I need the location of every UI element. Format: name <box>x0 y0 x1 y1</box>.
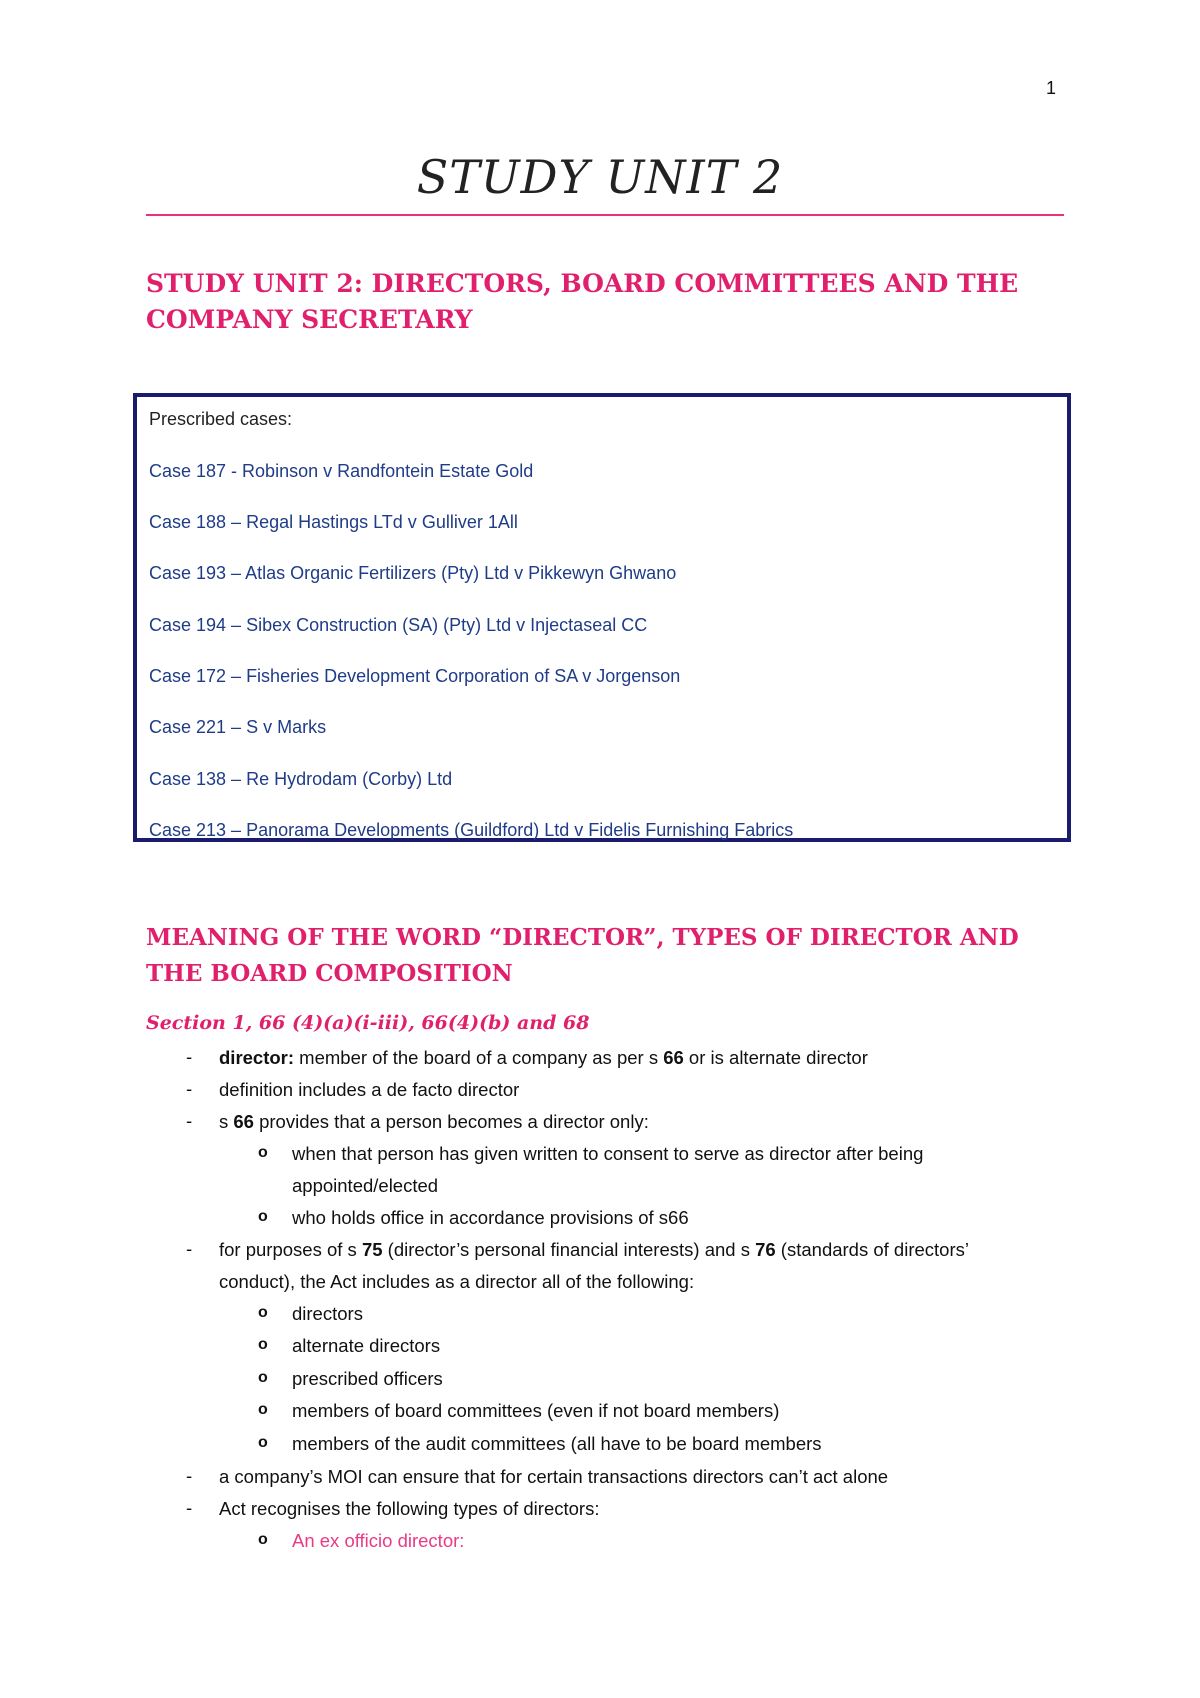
sub-bullet: alternate directors <box>292 1335 441 1356</box>
dash-bullet: - <box>186 1238 193 1259</box>
section-reference: Section 1, 66 (4)(a)(i-iii), 66(4)(b) and 68 <box>146 1012 590 1034</box>
bullet-s75-s76-cont: conduct), the Act includes as a director all of the following: <box>219 1271 695 1292</box>
circle-bullet-icon: o <box>258 1336 268 1353</box>
bullet-s66: s 66 provides that a person becomes a director only: <box>219 1111 649 1132</box>
case-item: Case 138 – Re Hydrodam (Corby) Ltd <box>149 769 453 789</box>
prescribed-cases-label: Prescribed cases: <box>149 409 293 429</box>
bullet-types: Act recognises the following types of directors: <box>219 1498 600 1519</box>
case-item: Case 213 – Panorama Developments (Guildford) Ltd v Fidelis Furnishing Fabrics <box>149 820 794 840</box>
circle-bullet-icon: o <box>258 1144 268 1161</box>
circle-bullet-icon: o <box>258 1531 268 1548</box>
sub-bullet-ex-officio: An ex officio director: <box>292 1530 465 1551</box>
dash-bullet: - <box>186 1046 193 1067</box>
dash-bullet: - <box>186 1110 193 1131</box>
circle-bullet-icon: o <box>258 1401 268 1418</box>
sub-bullet: directors <box>292 1303 363 1324</box>
prescribed-cases-box <box>133 393 1071 842</box>
circle-bullet-icon: o <box>258 1369 268 1386</box>
circle-bullet-icon: o <box>258 1304 268 1321</box>
dash-bullet: - <box>186 1078 193 1099</box>
bullet-de-facto: definition includes a de facto director <box>219 1079 520 1100</box>
case-item: Case 193 – Atlas Organic Fertilizers (Pty) Ltd v Pikkewyn Ghwano <box>149 563 677 583</box>
sub-bullet-consent-cont: appointed/elected <box>292 1175 439 1196</box>
study-unit-heading: STUDY UNIT 2: DIRECTORS, BOARD COMMITTEES AND THE COMPANY SECRETARY <box>146 269 1019 334</box>
dash-bullet: - <box>186 1497 193 1518</box>
case-item: Case 172 – Fisheries Development Corporation of SA v Jorgenson <box>149 666 681 686</box>
sub-bullet: members of board committees (even if not board members) <box>292 1400 780 1421</box>
meaning-heading: MEANING OF THE WORD “DIRECTOR”, TYPES OF DIRECTOR AND THE BOARD COMPOSITION <box>146 924 1019 987</box>
document-title: STUDY UNIT 2 <box>416 150 784 204</box>
sub-bullet: members of the audit committees (all have to be board members <box>292 1433 822 1454</box>
title-underline <box>146 214 1064 216</box>
page-number: 1 <box>1046 78 1057 98</box>
circle-bullet-icon: o <box>258 1434 268 1451</box>
case-item: Case 187 - Robinson v Randfontein Estate Gold <box>149 461 534 481</box>
sub-bullet-consent: when that person has given written to consent to serve as director after being <box>292 1143 924 1164</box>
dash-bullet: - <box>186 1465 193 1486</box>
case-item: Case 194 – Sibex Construction (SA) (Pty) Ltd v Injectaseal CC <box>149 615 648 635</box>
case-item: Case 221 – S v Marks <box>149 717 327 737</box>
bullet-s75-s76: for purposes of s 75 (director’s personal financial interests) and s 76 (standards of directors’ <box>219 1239 969 1260</box>
case-item: Case 188 – Regal Hastings LTd v Gulliver 1All <box>149 512 518 532</box>
sub-bullet: prescribed officers <box>292 1368 443 1389</box>
bullet-director-definition: director: member of the board of a company as per s 66 or is alternate director <box>219 1047 868 1068</box>
sub-bullet-holds-office: who holds office in accordance provisions of s66 <box>292 1207 689 1228</box>
bullet-moi: a company’s MOI can ensure that for certain transactions directors can’t act alone <box>219 1466 889 1487</box>
circle-bullet-icon: o <box>258 1208 268 1225</box>
